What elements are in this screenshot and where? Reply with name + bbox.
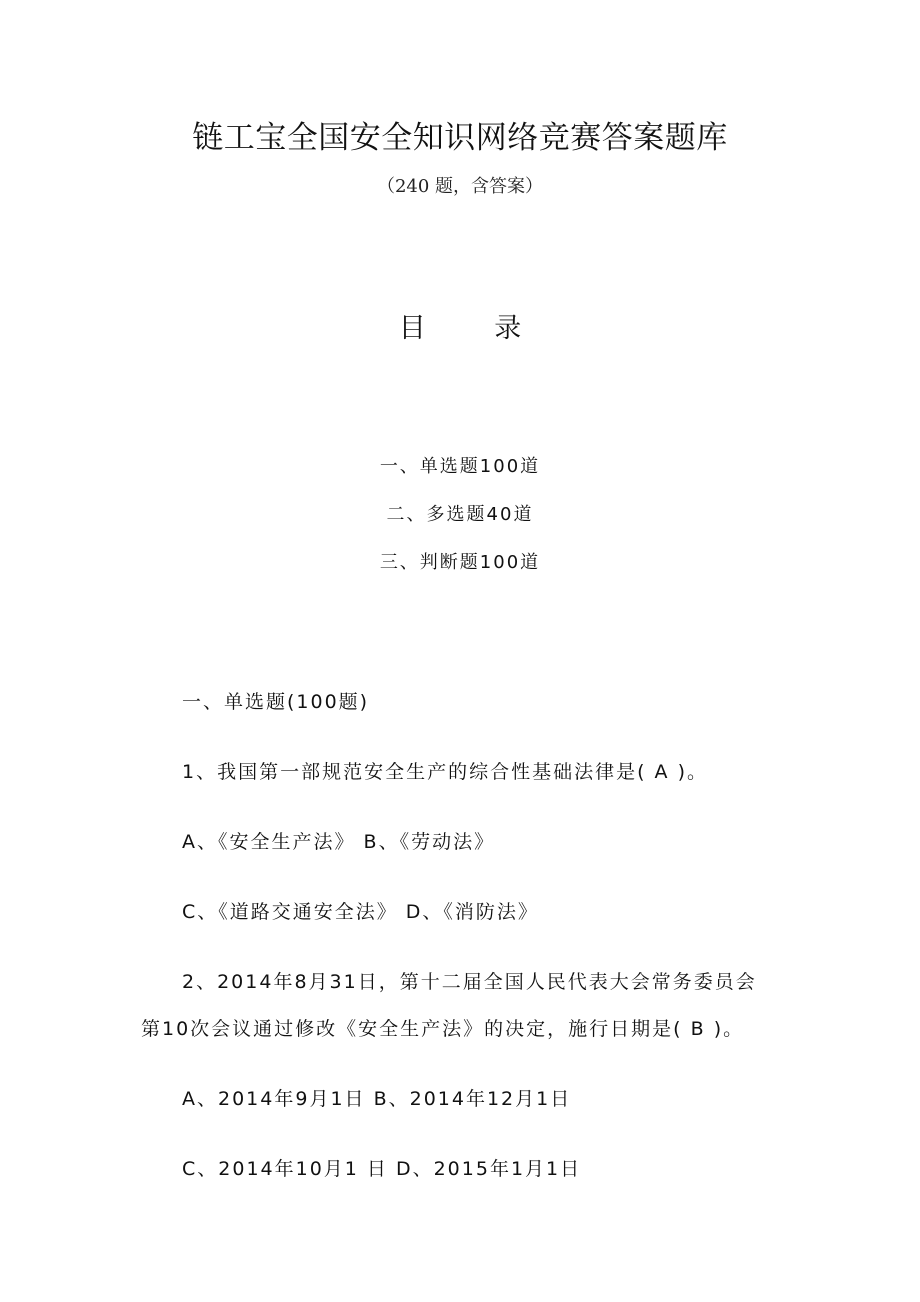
question-2-stem-line-2: 第10次会议通过修改《安全生产法》的决定，施行日期是( B )。 <box>141 1018 745 1040</box>
section-heading: 一、单选题(100题) <box>182 691 370 713</box>
toc-item-true-false[interactable]: 三、判断题100道 <box>379 552 541 573</box>
document-title: 链工宝全国安全知识网络竞赛答案题库 <box>192 120 728 156</box>
toc-heading: 目 录 <box>398 313 552 344</box>
question-1-stem: 1、我国第一部规范安全生产的综合性基础法律是( A )。 <box>182 761 708 783</box>
question-2-options-ab: A、2014年9月1日 B、2014年12月1日 <box>182 1088 572 1110</box>
document-subtitle: （240 题，含答案） <box>376 176 544 197</box>
toc-item-single-choice[interactable]: 一、单选题100道 <box>379 456 541 477</box>
question-1-options-cd: C、《道路交通安全法》 D、《消防法》 <box>182 901 539 923</box>
question-2-options-cd: C、2014年10月1 日 D、2015年1月1日 <box>182 1158 582 1180</box>
toc-item-multiple-choice[interactable]: 二、多选题40道 <box>386 504 534 525</box>
question-2-stem-line-1: 2、2014年8月31日，第十二届全国人民代表大会常务委员会 <box>182 971 757 993</box>
question-1-options-ab: A、《安全生产法》 B、《劳动法》 <box>182 831 496 853</box>
